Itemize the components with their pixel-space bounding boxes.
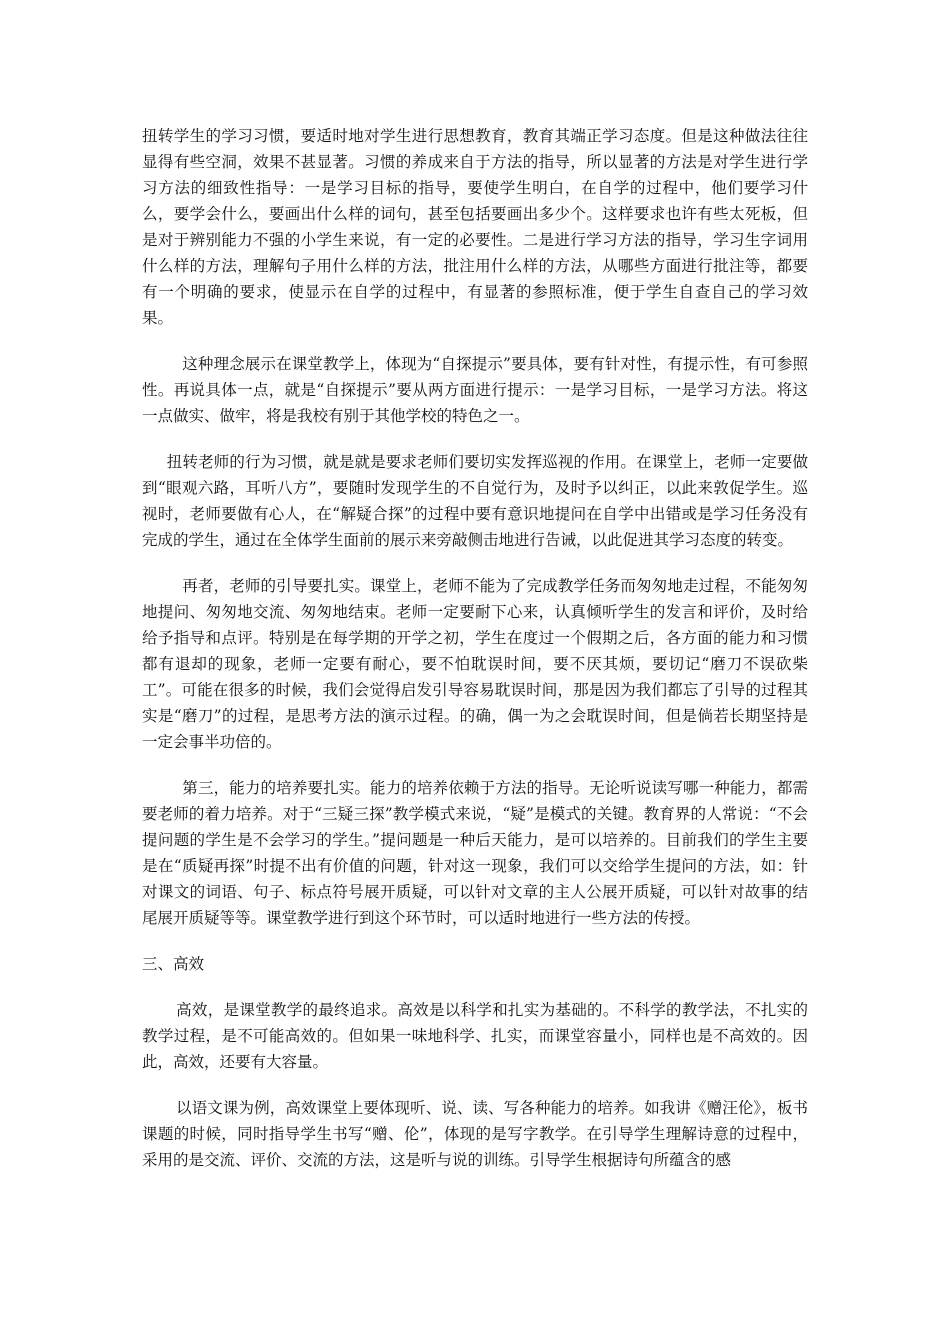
paragraph-chinese-lesson-example: 以语文课为例，高效课堂上要体现听、说、读、写各种能力的培养。如我讲《赠汪伦》，板书课题的时候，同时指导学生书写“赠、伦”，体现的是写字教学。在引导学生理解诗意的过程中，采用的是交流、评价、交流的方法，这是听与说的训练。引导学生根据诗句所蕴含的感 xyxy=(142,1099,808,1169)
document-page xyxy=(142,123,808,1193)
paragraph-efficiency-intro: 高效，是课堂教学的最终追求。高效是以科学和扎实为基础的。不科学的教学法，不扎实的教学过程，是不可能高效的。但如果一味地科学、扎实，而课堂容量小，同样也是不高效的。因此，高效，还要有大容量。 xyxy=(142,1001,808,1071)
paragraph-teacher-guidance: 再者，老师的引导要扎实。课堂上，老师不能为了完成教学任务而匆匆地走过程，不能匆匆地提问、匆匆地交流、匆匆地结束。老师一定要耐下心来，认真倾听学生的发言和评价，及时给给予指导和点评。特别是在每学期的开学之初，学生在度过一个假期之后，各方面的能力和习惯都有退却的现象，老师一定要有耐心，要不怕耽误时间，要不厌其烦，要切记“磨刀不误砍柴工”。可能在很多的时候，我们会觉得启发引导容易耽误时间，那是因为我们都忘了引导的过程其实是“磨刀”的过程，是思考方法的演示过程。的确，偶一为之会耽误时间，但是倘若长期坚持是一定会事半功倍的。 xyxy=(142,577,808,751)
paragraph-ability-training: 第三，能力的培养要扎实。能力的培养依赖于方法的指导。无论听说读写哪一种能力，都需要老师的着力培养。对于“三疑三探”教学模式来说，“疑”是模式的关键。教育界的人常说：“不会提问题的学生是不会学习的学生。”提问题是一种后天能力，是可以培养的。目前我们的学生主要是在“质疑再探”时提不出有价值的问题，针对这一现象，我们可以交给学生提问的方法，如：针对课文的词语、句子、标点符号展开质疑，可以针对文章的主人公展开质疑，可以针对故事的结尾展开质疑等等。课堂教学进行到这个环节时，可以适时地进行一些方法的传授。 xyxy=(142,779,808,927)
paragraph-self-explore-hints: 这种理念展示在课堂教学上，体现为“自探提示”要具体，要有针对性，有提示性，有可参照性。再说具体一点，就是“自探提示”要从两方面进行提示：一是学习目标，一是学习方法。将这一点做实、做牢，将是我校有别于其他学校的特色之一。 xyxy=(142,355,808,425)
paragraph-teacher-habits: 扭转老师的行为习惯，就是就是要求老师们要切实发挥巡视的作用。在课堂上，老师一定要做到“眼观六路，耳听八方”，要随时发现学生的不自觉行为，及时予以纠正，以此来敦促学生。巡视时，老师要做有心人，在“解疑合探”的过程中要有意识地提问在自学中出错或是学习任务没有完成的学生，通过在全体学生面前的展示来旁敲侧击地进行告诫，以此促进其学习态度的转变。 xyxy=(142,453,808,549)
paragraph-study-habits: 扭转学生的学习习惯，要适时地对学生进行思想教育，教育其端正学习态度。但是这种做法往往显得有些空洞，效果不甚显著。习惯的养成来自于方法的指导，所以显著的方法是对学生进行学习方法的细致性指导：一是学习目标的指导，要使学生明白，在自学的过程中，他们要学习什么，要学会什么，要画出什么样的词句，甚至包括要画出多少个。这样要求也许有些太死板，但是对于辨别能力不强的小学生来说，有一定的必要性。二是进行学习方法的指导，学习生字词用什么样的方法，理解句子用什么样的方法，批注用什么样的方法，从哪些方面进行批注等，都要有一个明确的要求，使显示在自学的过程中，有显著的参照标准，便于学生自查自己的学习效果。 xyxy=(142,127,808,327)
section-heading-efficiency: 三、高效 xyxy=(142,955,205,973)
